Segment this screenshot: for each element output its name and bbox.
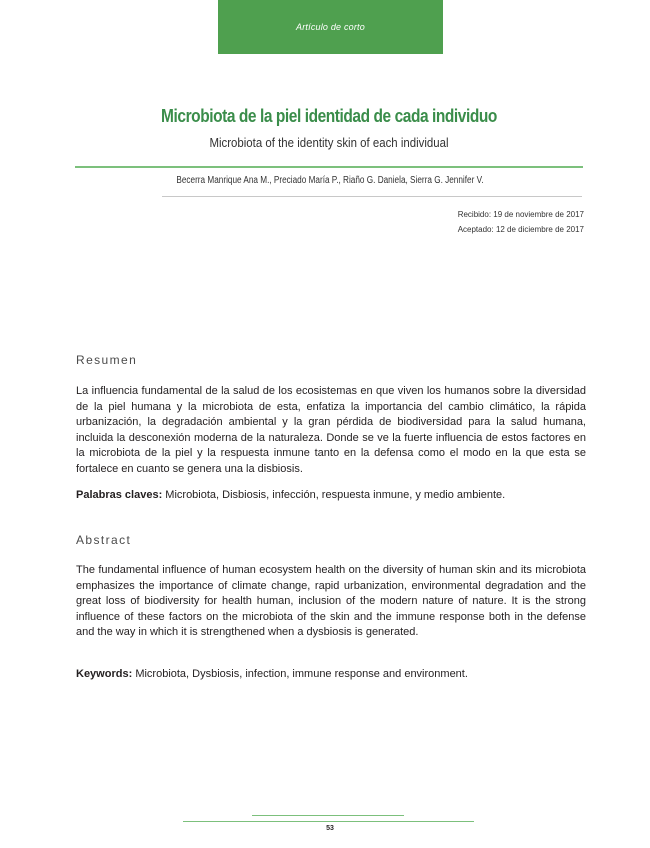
resumen-keywords	[76, 489, 586, 501]
abstract-keywords	[76, 668, 586, 680]
abstract-heading: Abstract	[76, 533, 132, 547]
resumen-body: La influencia fundamental de la salud de los ecosistemas en que viven los humanos sobre la diversidad de la piel humana y la microbiota de esta, enfatiza la importancia del cambio climático, la rápida urbanización, la degradación ambiental y la gran pérdida de biodiversidad para la salud humana, incluida la desconexión moderna de la naturaleza. Donde se ve la fuerte influencia de estos factores en la microbiota de la piel y la respuesta inmune tanto en la defensa como el modo en la que esta se fortalece en cuanto se genera una la disbiosis.	[76, 385, 586, 475]
authors-divider	[162, 196, 582, 197]
received-date: Recibido: 19 de noviembre de 2017	[457, 210, 584, 219]
article-subtitle: Microbiota of the identity skin of each individual	[209, 135, 449, 150]
article-type-banner	[218, 0, 443, 54]
article-type-label: Artículo de corto	[296, 22, 365, 32]
abstract-keywords-text: Microbiota, Dysbiosis, infection, immune response and environment.	[135, 668, 468, 680]
author-list: Becerra Manrique Ana M., Preciado María P., Riaño G. Daniela, Sierra G. Jennifer V.	[176, 175, 484, 186]
accepted-date: Aceptado: 12 de diciembre de 2017	[457, 225, 584, 234]
footer-rule-top	[252, 815, 404, 816]
abstract-keywords-label: Keywords:	[76, 668, 133, 680]
title-divider	[75, 166, 583, 168]
resumen-heading: Resumen	[76, 353, 138, 367]
resumen-keywords-text: Microbiota, Disbiosis, infección, respuesta inmune, y medio ambiente.	[165, 489, 506, 501]
article-title: Microbiota de la piel identidad de cada individuo	[161, 106, 497, 126]
page-number: 53	[326, 825, 334, 832]
resumen-keywords-label: Palabras claves:	[76, 489, 163, 501]
abstract-body: The fundamental influence of human ecosystem health on the diversity of human skin and its microbiota emphasizes the importance of climate change, rapid urbanization, environmental degradation and the great loss of biodiversity for health human, inclusion of the modern nature of nature. It is the strong influence of these factors on the microbiota of the skin and the immune response both in the defense and the way in which it is strengthened when a dysbiosis is generated.	[76, 564, 586, 639]
submission-dates	[458, 207, 584, 237]
footer-rule-bottom	[183, 821, 474, 822]
